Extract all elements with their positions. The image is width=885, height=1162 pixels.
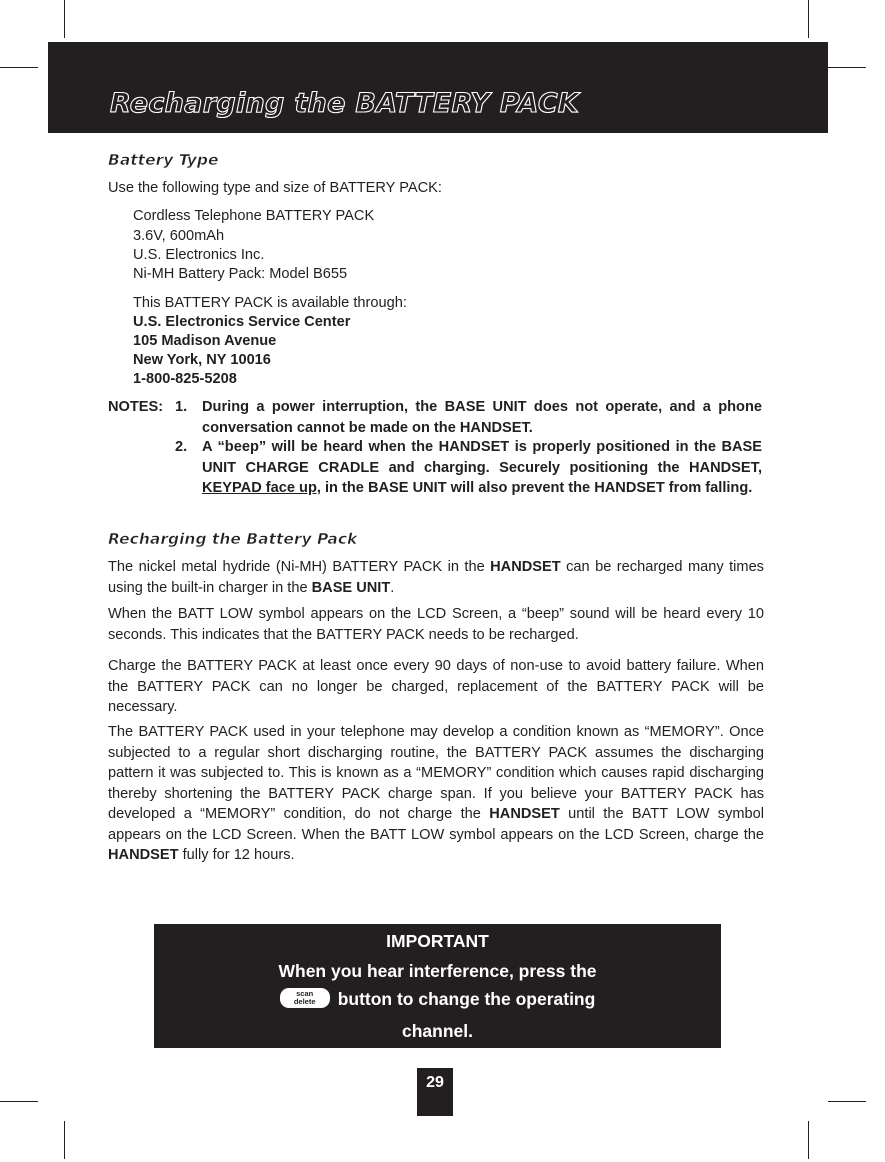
crop-mark [808,1121,809,1159]
important-line-1: When you hear interference, press the [278,961,597,981]
scan-delete-key-icon: scan delete [280,988,330,1008]
crop-mark [808,0,809,38]
availability-text: This BATTERY PACK is available through: [133,295,407,311]
crop-mark [64,1121,65,1159]
crop-mark [828,1101,866,1102]
recharging-paragraph-1: The nickel metal hydride (Ni-MH) BATTERY PACK in the HANDSET can be recharged many times using the built-in charger in the BASE UNIT. [108,559,764,596]
important-title: IMPORTANT [386,931,489,951]
recharging-paragraph-2: When the BATT LOW symbol appears on the LCD Screen, a “beep” sound will be heard every 10 seconds. This indicates that the BATTERY PACK needs to be recharged. [108,606,764,643]
page-title: Recharging the BATTERY PACK [110,88,580,119]
service-phone: 1-800-825-5208 [133,371,237,387]
note-number: 2. [175,439,188,455]
crop-mark [0,67,38,68]
note-2-text: A “beep” will be heard when the HANDSET is properly positioned in the BASE UNIT CHARGE CRADLE and charging. Securely positioning the HANDSET, KEYPAD face up, in the BASE UNIT will also prevent the HANDSET from falling. [202,439,762,496]
spec-line: Cordless Telephone BATTERY PACK [133,208,375,224]
important-line-2: scan delete button to change the operating [154,987,721,1011]
spec-line: U.S. Electronics Inc. [133,247,265,263]
important-notice-box [154,924,721,1048]
service-city: New York, NY 10016 [133,352,271,368]
crop-mark [64,0,65,38]
notes-label: NOTES: [108,399,164,415]
service-center-name: U.S. Electronics Service Center [133,314,351,330]
service-address: 105 Madison Avenue [133,333,277,349]
recharging-paragraph-4: The BATTERY PACK used in your telephone may develop a condition known as “MEMORY”. Once subjected to a regular short discharging routine, the BATTERY PACK assumes the discharging pattern it was subjected to. This is known as a “MEMORY” condition which causes rapid discharging thereby shortening the BATTERY PACK charge span. If you believe your BATTERY PACK has developed a “MEMORY” condition, do not charge the HANDSET until the BATT LOW symbol appears on the LCD Screen. When the BATT LOW symbol appears on the LCD Screen, charge the HANDSET fully for 12 hours. [108,724,765,863]
recharging-paragraph-3: Charge the BATTERY PACK at least once every 90 days of non-use to avoid battery failure. When the BATTERY PACK can no longer be charged, replacement of the BATTERY PACK will be necessary. [108,658,764,715]
spec-line: Ni-MH Battery Pack: Model B655 [133,266,348,282]
note-1-text: During a power interruption, the BASE UNIT does not operate, and a phone conversation cannot be made on the HANDSET. [202,399,762,436]
important-line-3: channel. [402,1021,473,1041]
note-number: 1. [175,399,188,415]
battery-type-intro: Use the following type and size of BATTERY PACK: [108,180,442,196]
crop-mark [0,1101,38,1102]
recharging-heading: Recharging the Battery Pack [108,530,358,548]
keypad-face-up-underlined: KEYPAD face up, [202,480,321,496]
crop-mark [828,67,866,68]
battery-type-heading: Battery Type [108,151,219,169]
page-number: 29 [417,1068,453,1116]
spec-line: 3.6V, 600mAh [133,228,225,244]
